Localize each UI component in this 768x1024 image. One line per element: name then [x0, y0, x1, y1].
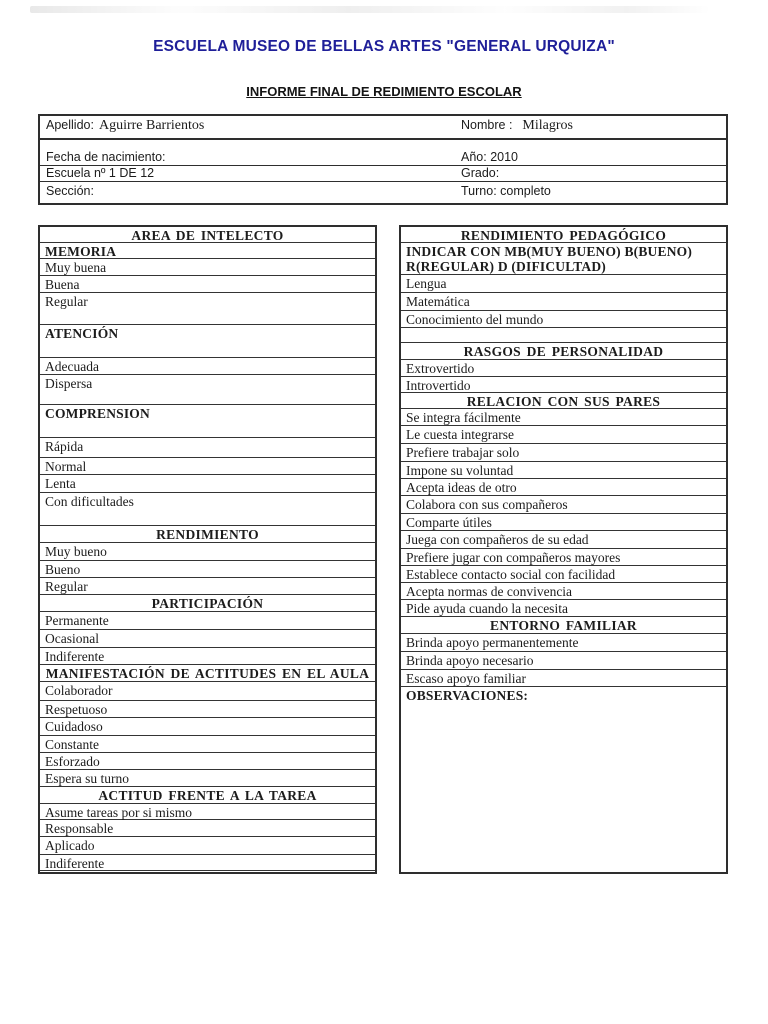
cell-label: Responsable — [45, 821, 114, 836]
table-row — [401, 652, 726, 670]
table-row — [40, 612, 375, 630]
cell-label: Esforzado — [45, 754, 100, 769]
cell-label: Constante — [45, 737, 99, 752]
cell-label: ATENCIÓN — [45, 326, 119, 341]
section-header-row — [40, 787, 375, 804]
table-row — [40, 493, 375, 526]
fecha-field — [40, 150, 455, 164]
cell-label: Buena — [45, 277, 80, 292]
table-row — [401, 444, 726, 462]
area-de-intelecto-table — [38, 225, 377, 874]
table-row — [401, 426, 726, 444]
cell-label: Con dificultades — [45, 494, 134, 509]
turno-field — [455, 184, 726, 198]
grado-label: Grado: — [461, 166, 500, 180]
escuela-label: Escuela nº 1 DE 12 — [46, 166, 155, 180]
table-row — [401, 360, 726, 377]
cell-label: Muy bueno — [45, 544, 107, 559]
cell-label: Permanente — [45, 613, 109, 628]
apellido-field — [40, 118, 455, 134]
section-header-row — [401, 227, 726, 243]
cell-label: OBSERVACIONES: — [406, 688, 529, 703]
cell-label: Lengua — [406, 276, 447, 291]
cell-label: Establece contacto social con facilidad — [406, 567, 616, 582]
cell-label: COMPRENSION — [45, 406, 150, 421]
table-row — [40, 578, 375, 595]
table-row — [40, 259, 375, 276]
apellido-value: Aguirre Barrientos — [98, 118, 205, 133]
cell-label: Le cuesta integrarse — [406, 427, 514, 442]
cell-label: Prefiere trabajar solo — [406, 445, 520, 460]
cell-label: RELACION CON SUS PARES — [466, 394, 661, 409]
nombre-label: Nombre : — [461, 118, 513, 132]
cell-label: Colaborador — [45, 683, 113, 698]
table-row — [40, 293, 375, 325]
cell-label: INDICAR CON MB(MUY BUENO) B(BUENO) R(REGULAR) D (DIFICULTAD) — [406, 244, 693, 274]
section-header-row — [40, 526, 375, 543]
section-header-row — [401, 243, 726, 275]
cell-label: Conocimiento del mundo — [406, 312, 544, 327]
table-row — [40, 753, 375, 770]
scan-artifact — [30, 6, 708, 13]
table-row — [401, 549, 726, 566]
table-row — [40, 375, 375, 405]
section-header-row — [40, 243, 375, 259]
cell-label: AREA DE INTELECTO — [131, 228, 284, 243]
table-row — [401, 566, 726, 583]
table-row — [40, 837, 375, 855]
cell-label: Dispersa — [45, 376, 93, 391]
table-row — [401, 583, 726, 600]
cell-label: Prefiere jugar con compañeros mayores — [406, 550, 621, 565]
rendimiento-pedagogico-table — [399, 225, 728, 874]
table-row — [40, 276, 375, 293]
table-row — [40, 804, 375, 820]
cell-label: PARTICIPACIÓN — [151, 596, 264, 611]
cell-label: Indiferente — [45, 649, 105, 664]
section-header-row — [401, 343, 726, 360]
table-row — [40, 820, 375, 837]
cell-label: Aplicado — [45, 838, 95, 853]
empty-row — [401, 328, 726, 343]
table-row — [40, 855, 375, 871]
table-row — [401, 311, 726, 328]
cell-label: Rápida — [45, 439, 84, 454]
table-row — [40, 358, 375, 375]
table-row — [40, 648, 375, 665]
table-row — [401, 462, 726, 479]
table-row — [40, 630, 375, 648]
section-header-row — [401, 687, 726, 872]
section-header-row — [40, 405, 375, 438]
escuela-field — [40, 166, 455, 180]
table-row — [401, 409, 726, 426]
cell-label: Cuidadoso — [45, 719, 103, 734]
table-row — [401, 377, 726, 393]
table-row — [401, 514, 726, 531]
cell-label: Comparte útiles — [406, 515, 492, 530]
student-info-table — [38, 114, 728, 205]
table-row — [401, 670, 726, 687]
table-row — [401, 275, 726, 293]
table-row — [40, 475, 375, 493]
table-row — [401, 634, 726, 652]
cell-label: Muy buena — [45, 260, 107, 275]
cell-label: Se integra fácilmente — [406, 410, 521, 425]
seccion-label: Sección: — [46, 184, 94, 198]
page-subtitle: INFORME FINAL DE REDIMIENTO ESCOLAR — [246, 84, 522, 99]
table-row — [401, 600, 726, 617]
turno-label: Turno: completo — [461, 184, 551, 198]
table-row — [40, 682, 375, 701]
cell-label: MANIFESTACIÓN DE ACTITUDES EN EL AULA — [45, 666, 370, 681]
student-info-row-school — [40, 166, 726, 182]
cell-label: Ocasional — [45, 631, 99, 646]
table-row — [40, 718, 375, 736]
cell-label: Impone su voluntad — [406, 463, 514, 478]
student-info-row-name — [40, 116, 726, 140]
cell-label: RASGOS DE PERSONALIDAD — [463, 344, 664, 359]
grado-field — [455, 166, 726, 180]
table-row — [401, 496, 726, 514]
cell-label: Espera su turno — [45, 771, 129, 786]
cell-label: RENDIMIENTO PEDAGÓGICO — [460, 228, 667, 243]
page-title: ESCUELA MUSEO DE BELLAS ARTES "GENERAL URQUIZA" — [153, 38, 615, 55]
cell-label: Brinda apoyo permanentemente — [406, 635, 579, 650]
cell-label: Colabora con sus compañeros — [406, 497, 568, 512]
section-header-row — [401, 617, 726, 634]
section-header-row — [401, 393, 726, 409]
fecha-label: Fecha de nacimiento: — [46, 150, 166, 164]
cell-label: Brinda apoyo necesario — [406, 653, 534, 668]
cell-label: Escaso apoyo familiar — [406, 671, 526, 686]
cell-label: Regular — [45, 579, 88, 594]
table-row — [40, 770, 375, 787]
table-row — [401, 293, 726, 311]
seccion-field — [40, 184, 455, 198]
cell-label: Introvertido — [406, 378, 471, 393]
apellido-label: Apellido: — [46, 118, 94, 132]
cell-label: Indiferente — [45, 856, 105, 871]
table-row — [401, 531, 726, 549]
nombre-field — [455, 118, 726, 134]
section-header-row — [40, 325, 375, 358]
cell-label: Acepta ideas de otro — [406, 480, 517, 495]
nombre-value: Milagros — [522, 118, 573, 133]
table-row — [40, 701, 375, 718]
cell-label: Respetuoso — [45, 702, 108, 717]
cell-label: Normal — [45, 459, 87, 474]
table-row — [40, 561, 375, 578]
anio-label: Año: 2010 — [461, 150, 519, 164]
cell-label: ACTITUD FRENTE A LA TAREA — [98, 788, 317, 803]
table-row — [40, 438, 375, 458]
cell-label: Acepta normas de convivencia — [406, 584, 573, 599]
cell-label: Pide ayuda cuando la necesita — [406, 601, 568, 616]
cell-label: ENTORNO FAMILIAR — [490, 618, 637, 633]
cell-label: Adecuada — [45, 359, 99, 374]
cell-label: Matemática — [406, 294, 470, 309]
cell-label: MEMORIA — [45, 244, 117, 259]
anio-field — [455, 150, 726, 164]
cell-label: Asume tareas por si mismo — [45, 805, 192, 820]
table-row — [40, 736, 375, 753]
cell-label: Extrovertido — [406, 361, 475, 376]
cell-label: Bueno — [45, 562, 81, 577]
section-header-row — [40, 595, 375, 612]
cell-label: Juega con compañeros de su edad — [406, 532, 589, 547]
table-row — [40, 543, 375, 561]
cell-label: Lenta — [45, 476, 76, 491]
cell-label: Regular — [45, 294, 88, 309]
section-header-row — [40, 665, 375, 682]
cell-label: RENDIMIENTO — [156, 527, 259, 542]
section-header-row — [40, 227, 375, 243]
student-info-row-section — [40, 182, 726, 203]
student-info-row-birth — [40, 140, 726, 166]
table-row — [40, 458, 375, 475]
table-row — [401, 479, 726, 496]
